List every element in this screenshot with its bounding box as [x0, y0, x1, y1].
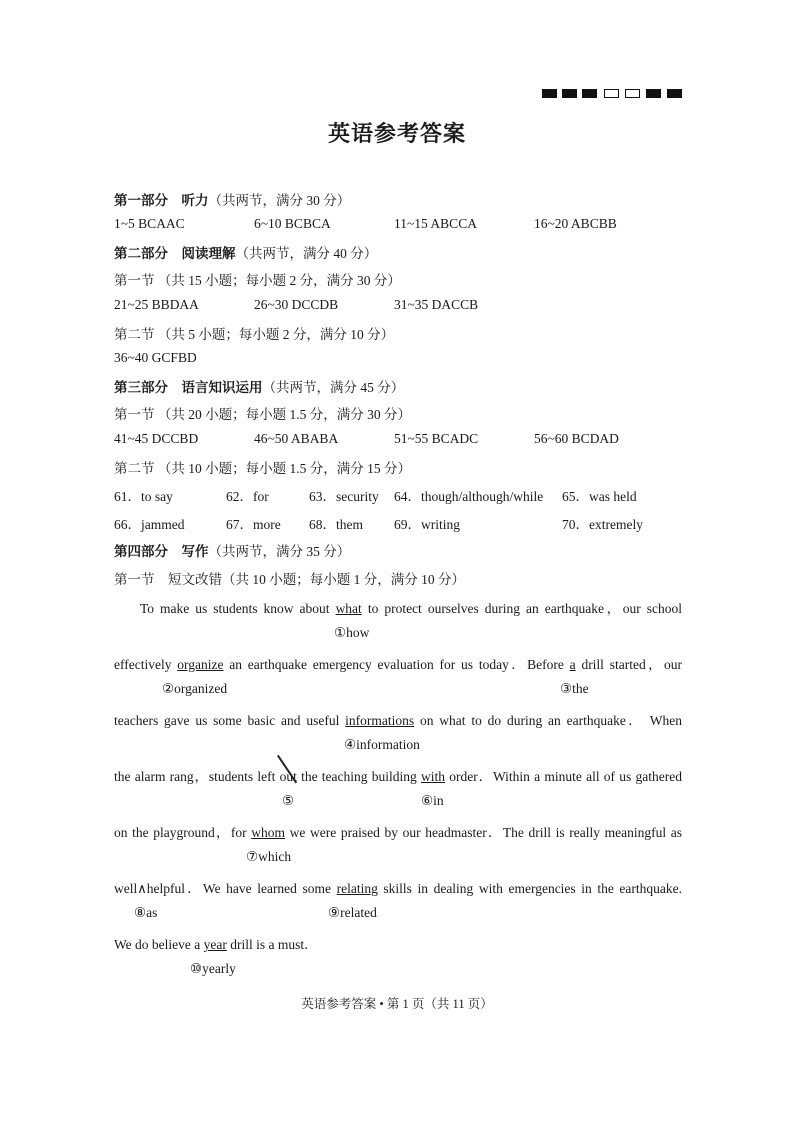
part2-heading: 第二部分	[114, 246, 168, 261]
answer-group: 6~10 BCBCA	[254, 216, 331, 231]
error-word: relating	[336, 881, 378, 896]
part2-note: （共两节，满分 40 分）	[235, 246, 378, 261]
passage-line: the alarm rang，students left out the teaching building with order．Within a minute all of us gathered	[114, 769, 682, 784]
correction: ⑦which	[246, 849, 292, 864]
passage-line: on the playground，for whom we were praised by our headmaster．The drill is really meaningful as	[114, 825, 683, 840]
correction: ②organized	[162, 681, 228, 696]
fill-answer: 64．though/although/while	[394, 489, 544, 504]
part4-heading: 第四部分	[114, 544, 168, 559]
mark-filled	[542, 89, 557, 98]
answer-group: 1~5 BCAAC	[114, 216, 185, 231]
mark-filled	[667, 89, 682, 98]
section-note: 第一节 短文改错（共 10 小题；每小题 1 分，满分 10 分）	[114, 572, 465, 587]
fill-answer: 68．them	[309, 517, 363, 532]
passage-line: To make us students know about what to protect ourselves during an earthquake，our school	[140, 601, 683, 616]
section-note: 第一节 （共 20 小题；每小题 1.5 分，满分 30 分）	[114, 407, 411, 422]
page-title: 英语参考答案	[327, 121, 466, 147]
correction: ⑨related	[328, 905, 377, 920]
mark-filled	[582, 89, 597, 98]
correction: ①how	[334, 625, 370, 640]
error-word: with	[421, 769, 446, 784]
part2-heading-line	[114, 242, 377, 262]
answer-group: 41~45 DCCBD	[114, 431, 199, 446]
error-word: a	[569, 657, 576, 672]
section-note: 第二节 （共 5 小题；每小题 2 分，满分 10 分）	[114, 327, 395, 342]
error-word: year	[203, 937, 227, 952]
part3-heading-line	[114, 376, 404, 396]
answer-group: 21~25 BBDAA	[114, 297, 199, 312]
mark-empty	[625, 89, 640, 98]
error-word: informations	[345, 713, 415, 728]
answer-group: 46~50 ABABA	[254, 431, 339, 446]
part3-note: （共两节，满分 45 分）	[262, 380, 405, 395]
fill-answer: 69．writing	[394, 517, 460, 532]
correction: ④information	[344, 737, 420, 752]
part3-heading: 第三部分	[114, 380, 168, 395]
part2-subtitle: 阅读理解	[181, 246, 236, 261]
mark-filled	[646, 89, 661, 98]
passage-line: well∧helpful．We have learned some relating skills in dealing with emergencies in the earthquake.	[114, 881, 682, 896]
answer-group: 11~15 ABCCA	[394, 216, 477, 231]
part1-note: （共两节，满分 30 分）	[208, 193, 351, 208]
mark-empty	[604, 89, 619, 98]
mark-filled	[562, 89, 577, 98]
correction: ⑧as	[134, 905, 158, 920]
passage-line: effectively organize an earthquake emergency evaluation for us today．Before a drill started，our	[114, 657, 683, 672]
part4-note: （共两节，满分 35 分）	[208, 544, 351, 559]
part3-subtitle: 语言知识运用	[181, 380, 263, 395]
part1-heading: 第一部分	[114, 193, 168, 208]
error-word: whom	[251, 825, 285, 840]
answer-group: 26~30 DCCDB	[254, 297, 339, 312]
fill-answer: 70．extremely	[562, 517, 643, 532]
fill-answer: 67．more	[226, 517, 281, 532]
part1-heading-line	[114, 189, 350, 209]
answer-group: 51~55 BCADC	[394, 431, 479, 446]
part4-heading-line	[114, 540, 350, 560]
fill-answer: 63．security	[309, 489, 379, 504]
correction: ③the	[560, 681, 589, 696]
correction: ⑩yearly	[190, 961, 236, 976]
fill-answer: 65．was held	[562, 489, 637, 504]
answer-group: 31~35 DACCB	[394, 297, 479, 312]
answer-group: 36~40 GCFBD	[114, 350, 197, 365]
error-word: organize	[177, 657, 224, 672]
passage-line: teachers gave us some basic and useful informations on what to do during an earthquake． When	[114, 713, 683, 728]
answer-group: 16~20 ABCBB	[534, 216, 617, 231]
page-footer: 英语参考答案 • 第 1 页（共 11 页）	[301, 997, 493, 1011]
part4-subtitle: 写作	[181, 544, 209, 559]
part1-subtitle: 听力	[181, 193, 209, 208]
section-note: 第二节 （共 10 小题；每小题 1.5 分，满分 15 分）	[114, 461, 411, 476]
passage-line: We do believe a year drill is a must．	[114, 937, 318, 952]
correction: ⑥in	[421, 793, 444, 808]
correction: ⑤	[282, 793, 295, 808]
section-note: 第一节 （共 15 小题；每小题 2 分，满分 30 分）	[114, 273, 401, 288]
fill-answer: 61．to say	[114, 489, 173, 504]
error-word: what	[335, 601, 362, 616]
fill-answer: 66．jammed	[114, 517, 185, 532]
fill-answer: 62．for	[226, 489, 269, 504]
insertion-caret: ∧	[137, 881, 147, 896]
answer-group: 56~60 BCDAD	[534, 431, 619, 446]
